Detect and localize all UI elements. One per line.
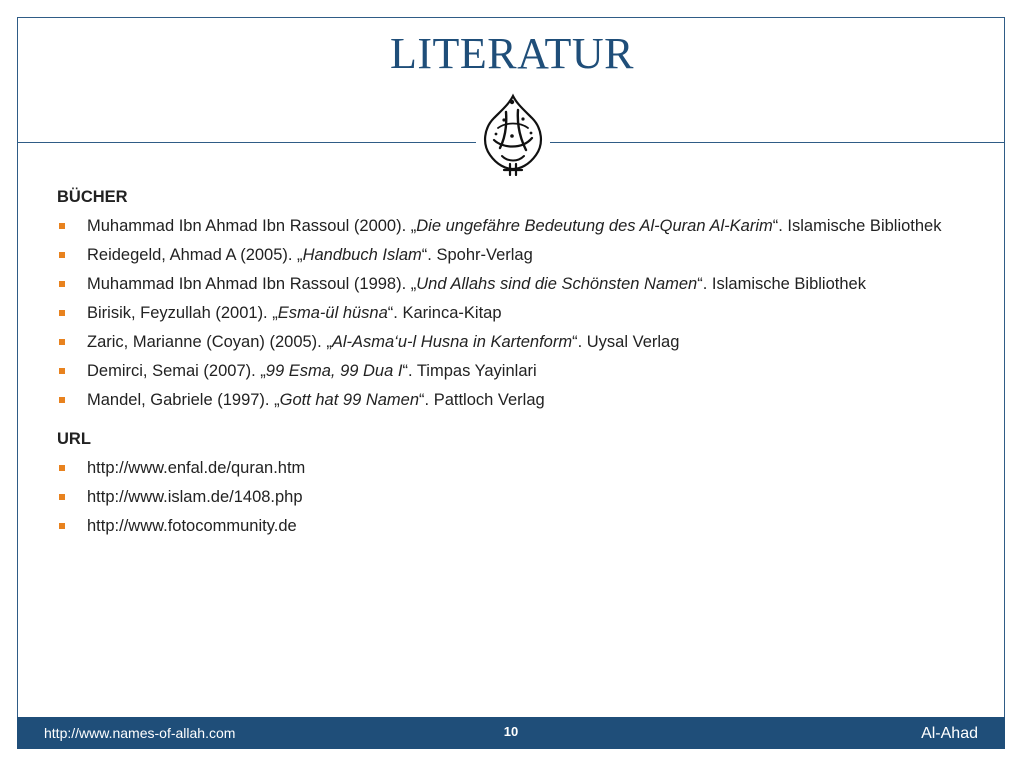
bullet-icon bbox=[59, 494, 65, 500]
url-link[interactable]: http://www.islam.de/1408.php bbox=[87, 488, 303, 506]
book-item bbox=[57, 244, 957, 267]
url-heading: URL bbox=[57, 430, 91, 448]
book-title: Al-Asma‘u-l Husna in Kartenform bbox=[331, 333, 573, 351]
book-item bbox=[57, 302, 957, 325]
book-title: Gott hat 99 Namen bbox=[279, 391, 420, 409]
bullet-icon bbox=[59, 339, 65, 345]
url-list bbox=[57, 457, 957, 538]
book-title: Die ungefähre Bedeutung des Al-Quran Al-Karim bbox=[416, 217, 773, 235]
books-list bbox=[57, 215, 957, 412]
bullet-icon bbox=[59, 252, 65, 258]
book-publisher: “. Uysal Verlag bbox=[572, 333, 680, 351]
book-item bbox=[57, 331, 957, 354]
book-author: Muhammad Ibn Ahmad Ibn Rassoul (2000). „ bbox=[87, 217, 417, 235]
book-publisher: “. Karinca-Kitap bbox=[387, 304, 502, 322]
book-author: Reidegeld, Ahmad A (2005). „ bbox=[87, 246, 303, 264]
book-item bbox=[57, 360, 957, 383]
book-author: Birisik, Feyzullah (2001). „ bbox=[87, 304, 278, 322]
url-item bbox=[57, 486, 957, 509]
url-link[interactable]: http://www.fotocommunity.de bbox=[87, 517, 297, 535]
bullet-icon bbox=[59, 397, 65, 403]
books-heading: BÜCHER bbox=[57, 188, 128, 206]
book-publisher: “. Islamische Bibliothek bbox=[697, 275, 866, 293]
book-publisher: “. Pattloch Verlag bbox=[419, 391, 545, 409]
book-publisher: “. Timpas Yayinlari bbox=[402, 362, 537, 380]
page-number: 10 bbox=[503, 724, 519, 739]
url-item bbox=[57, 515, 957, 538]
book-item bbox=[57, 389, 957, 412]
book-title: Esma-ül hüsna bbox=[277, 304, 388, 322]
book-publisher: “. Spohr-Verlag bbox=[421, 246, 533, 264]
bullet-icon bbox=[59, 523, 65, 529]
bullet-icon bbox=[59, 223, 65, 229]
book-author: Zaric, Marianne (Coyan) (2005). „ bbox=[87, 333, 332, 351]
book-author: Muhammad Ibn Ahmad Ibn Rassoul (1998). „ bbox=[87, 275, 417, 293]
url-item bbox=[57, 457, 957, 480]
book-author: Mandel, Gabriele (1997). „ bbox=[87, 391, 280, 409]
bullet-icon bbox=[59, 368, 65, 374]
bullet-icon bbox=[59, 281, 65, 287]
footer-bar bbox=[17, 717, 1005, 749]
bullet-icon bbox=[59, 465, 65, 471]
book-title: 99 Esma, 99 Dua I bbox=[265, 362, 403, 380]
arabic-calligraphy-emblem-icon bbox=[476, 92, 550, 176]
url-link[interactable]: http://www.enfal.de/quran.htm bbox=[87, 459, 306, 477]
literature-content bbox=[57, 186, 957, 544]
book-publisher: “. Islamische Bibliothek bbox=[772, 217, 942, 235]
footer-url[interactable]: http://www.names-of-allah.com bbox=[44, 725, 236, 741]
book-item bbox=[57, 215, 957, 238]
book-author: Demirci, Semai (2007). „ bbox=[87, 362, 266, 380]
book-title: Und Allahs sind die Schönsten Namen bbox=[416, 275, 698, 293]
footer-name: Al-Ahad bbox=[921, 725, 978, 742]
slide-title: LITERATUR bbox=[389, 29, 635, 78]
bullet-icon bbox=[59, 310, 65, 316]
book-item bbox=[57, 273, 957, 296]
book-title: Handbuch Islam bbox=[302, 246, 422, 264]
